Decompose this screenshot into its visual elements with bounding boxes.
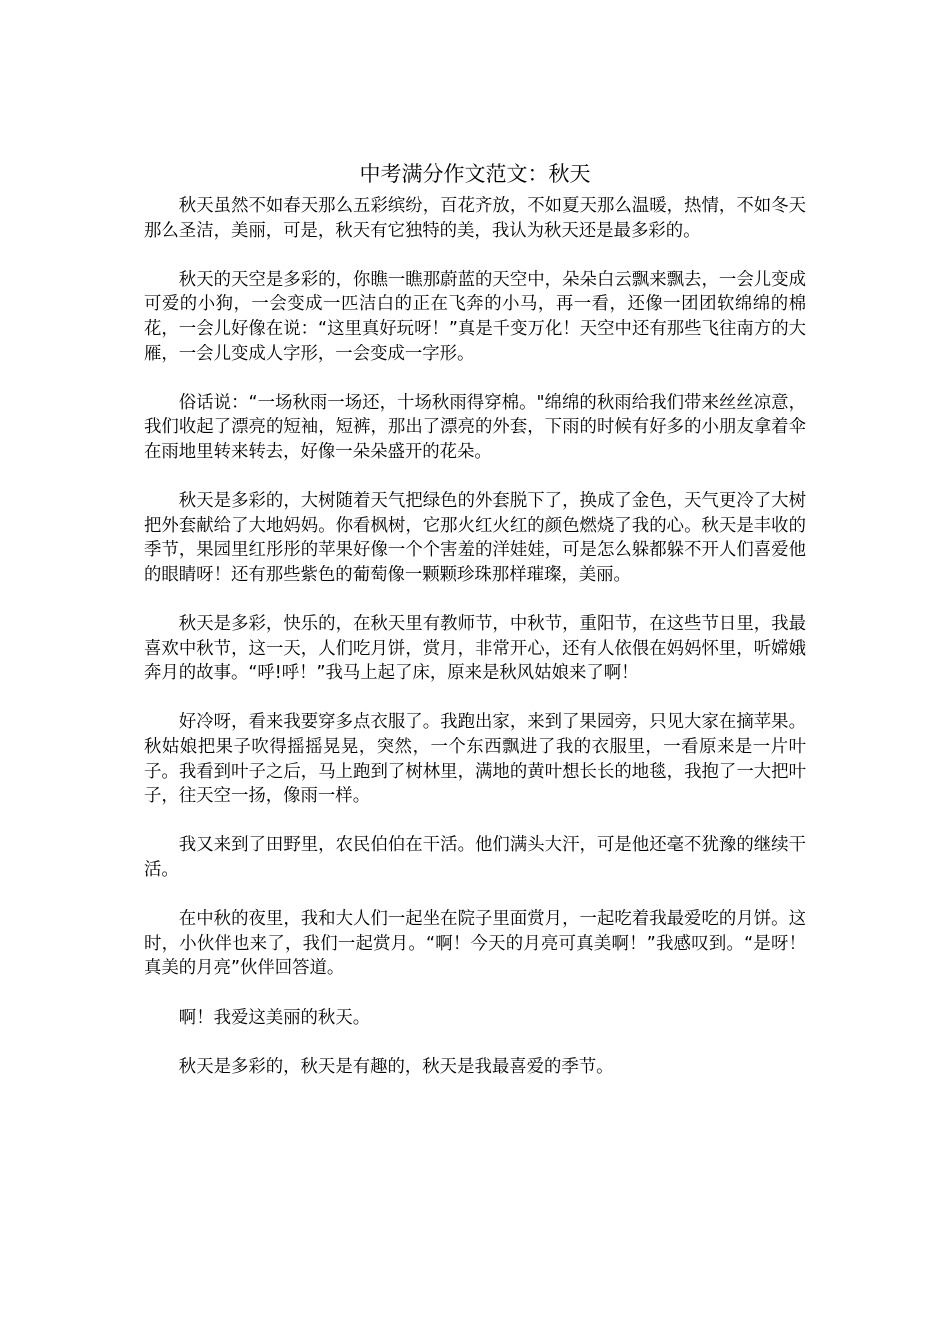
document-page [144,158,806,1104]
paragraph-1: 秋天虽然不如春天那么五彩缤纷，百花齐放，不如夏天那么温暖，热情，不如冬天那么圣洁，美丽，可是，秋天有它独特的美，我认为秋天还是最多彩的。 [144,196,806,241]
paragraph-10: 秋天是多彩的，秋天是有趣的，秋天是我最喜爱的季节。 [178,1056,614,1077]
paragraph-9: 啊！我爱这美丽的秋天。 [178,1007,371,1028]
paragraph-6: 好冷呀，看来我要穿多点衣服了。我跑出家，来到了果园旁，只见大家在摘苹果。秋姑娘把果子吹得摇摇晃晃，突然，一个东西飘进了我的衣服里，一看原来是一片叶子。我看到叶子之后，马上跑到了树林里，满地的黄叶想长长的地毯，我抱了一大把叶子，往天空一扬，像雨一样。 [144,712,806,807]
document-title: 中考满分作文范文：秋天 [359,162,591,186]
paragraph-4: 秋天是多彩的，大树随着天气把绿色的外套脱下了，换成了金色，天气更冷了大树把外套献给了大地妈妈。你看枫树，它那火红火红的颜色燃烧了我的心。秋天是丰收的季节，果园里红彤彤的苹果好像一个个害羞的洋娃娃，可是怎么躲都躲不开人们喜爱他的眼睛呀！还有那些紫色的葡萄像一颗颗珍珠那样璀璨，美丽。 [144,491,806,585]
paragraph-3: 俗话说：“一场秋雨一场还，十场秋雨得穿棉。"绵绵的秋雨给我们带来丝丝凉意，我们收起了漂亮的短袖，短裤，那出了漂亮的外套，下雨的时候有好多的小朋友拿着伞在雨地里转来转去，好像一朵朵盛开的花朵。 [144,392,806,462]
paragraph-5: 秋天是多彩，快乐的，在秋天里有教师节，中秋节，重阳节，在这些节日里，我最喜欢中秋节，这一天，人们吃月饼，赏月，非常开心，还有人依偎在妈妈怀里，听嫦娥奔月的故事。“呼!呼！”我马上起了床，原来是秋风姑娘来了啊！ [144,614,806,684]
paragraph-2: 秋天的天空是多彩的，你瞧一瞧那蔚蓝的天空中，朵朵白云飘来飘去，一会儿变成可爱的小狗，一会变成一匹洁白的正在飞奔的小马，再一看，还像一团团软绵绵的棉花，一会儿好像在说：“这里真好玩呀！”真是千变万化！天空中还有那些飞往南方的大雁，一会儿变成人字形，一会变成一字形。 [144,269,806,364]
paragraph-8: 在中秋的夜里，我和大人们一起坐在院子里面赏月，一起吃着我最爱吃的月饼。这时，小伙伴也来了，我们一起赏月。“啊！今天的月亮可真美啊！”我感叹到。“是呀！真美的月亮”伙伴回答道。 [144,909,806,979]
paragraph-7: 我又来到了田野里，农民伯伯在干活。他们满头大汗，可是他还毫不犹豫的继续干活。 [144,835,806,881]
